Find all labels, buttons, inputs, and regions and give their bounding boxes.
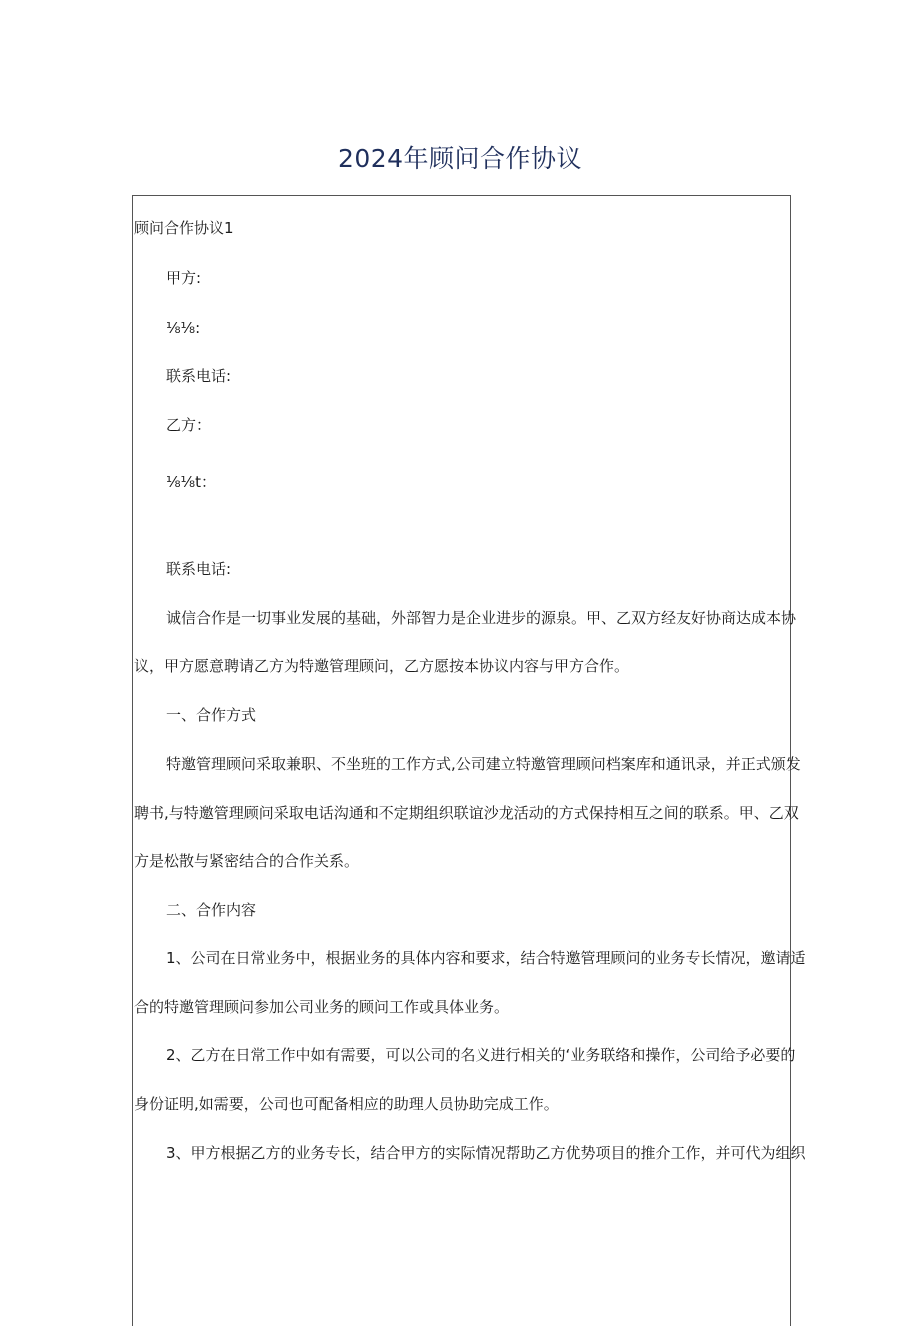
party-b-phone: 联系电话: bbox=[166, 560, 232, 578]
document-title: 2024年顾问合作协议 bbox=[337, 144, 583, 173]
para-1-line-1: 特邀管理顾问采取兼职、不坐班的工作方式,公司建立特邀管理顾问档案库和通讯录，并正式颁发 bbox=[166, 755, 801, 773]
para-1-line-2: 聘书,与特邀管理顾问采取电话沟通和不定期组织联谊沙龙活动的方式保持相互之间的联系。甲、乙双 bbox=[134, 804, 799, 822]
party-b-address: ⅛⅛t： bbox=[166, 473, 216, 491]
item-3-line-1: 3、甲方根据乙方的业务专长，结合甲方的实际情况帮助乙方优势项目的推介工作，并可代为组织 bbox=[166, 1144, 806, 1162]
party-a-label: 甲方: bbox=[166, 269, 202, 287]
item-2-line-1: 2、乙方在日常工作中如有需要，可以公司的名义进行相关的‘业务联络和操作，公司给予必要的 bbox=[166, 1046, 796, 1064]
section-heading: 顾问合作协议1 bbox=[134, 219, 234, 237]
item-1-line-1: 1、公司在日常业务中，根据业务的具体内容和要求，结合特邀管理顾问的业务专长情况，邀请适 bbox=[166, 949, 806, 967]
heading-cooperation-mode: 一、合作方式 bbox=[166, 706, 257, 724]
intro-line-1: 诚信合作是一切事业发展的基础，外部智力是企业进步的源泉。甲、乙双方经友好协商达成本协 bbox=[166, 609, 797, 627]
party-b-label: 乙方： bbox=[166, 416, 212, 434]
item-1-line-2: 合的特邀管理顾问参加公司业务的顾问工作或具体业务。 bbox=[134, 998, 510, 1016]
party-a-phone: 联系电话: bbox=[166, 367, 232, 385]
intro-line-2: 议，甲方愿意聘请乙方为特邀管理顾问，乙方愿按本协议内容与甲方合作。 bbox=[134, 657, 630, 675]
heading-cooperation-content: 二、合作内容 bbox=[166, 901, 257, 919]
item-2-line-2: 身份证明,如需要，公司也可配备相应的助理人员协助完成工作。 bbox=[134, 1095, 559, 1113]
party-a-address: ⅛⅛: bbox=[166, 319, 201, 337]
para-1-line-3: 方是松散与紧密结合的合作关系。 bbox=[134, 852, 360, 870]
